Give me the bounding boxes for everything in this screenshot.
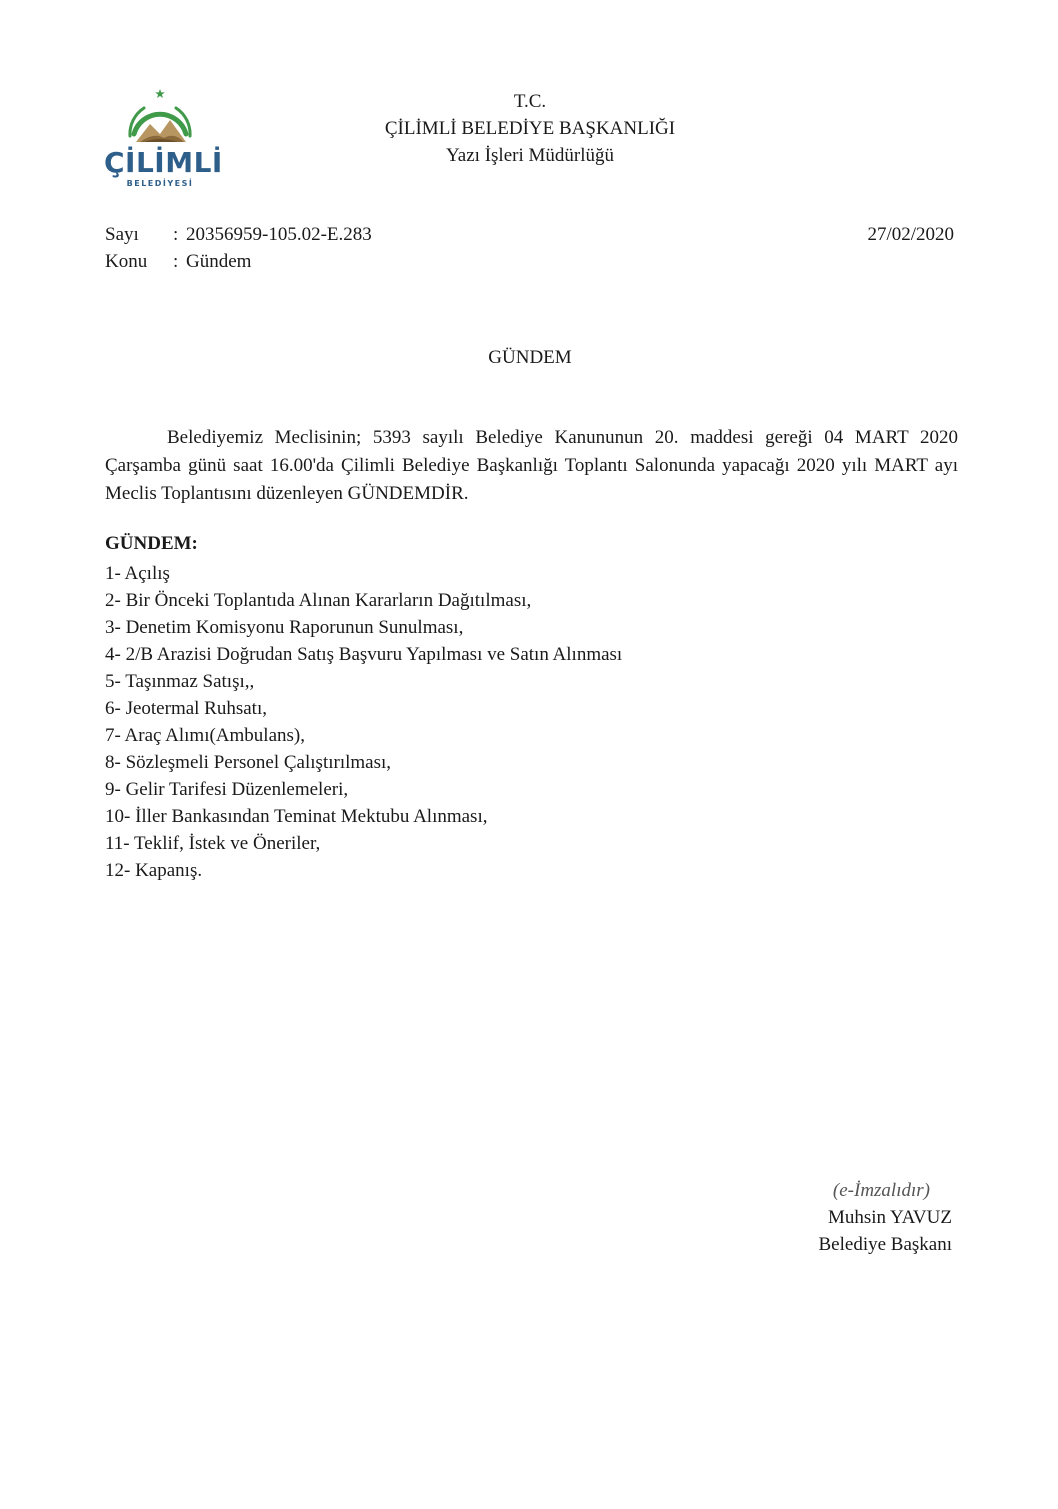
konu-colon: : [173,251,179,272]
agenda-item: 2- Bir Önceki Toplantıda Alınan Kararların Dağıtılması, [105,590,532,611]
konu-value: Gündem [186,251,252,272]
signatory-name: Muhsin YAVUZ [827,1207,952,1228]
e-signature-note: (e-İmzalıdır) [832,1180,930,1201]
sayi-value: 20356959-105.02-E.283 [186,224,372,245]
document-date: 27/02/2020 [867,224,954,245]
agenda-item: 3- Denetim Komisyonu Raporunun Sunulması, [105,617,464,638]
agenda-item: 12- Kapanış. [105,860,203,881]
header-line-tc: T.C. [513,91,547,112]
sayi-label: Sayı [105,224,139,245]
agenda-item: 10- İller Bankasından Teminat Mektubu Alınması, [105,806,488,827]
konu-label: Konu [105,251,148,272]
body-paragraph-text: Belediyemiz Meclisinin; 5393 sayılı Belediye Kanununun 20. maddesi gereği 04 MART 2020 Çarşamba günü saat 16.00'da Çilimli Belediye Başkanlığı Toplantı Salonunda yapacağı 2020 yılı MART ayı Meclis Toplantısını düzenleyen GÜNDEMDİR. [105,427,958,504]
agenda-item: 8- Sözleşmeli Personel Çalıştırılması, [105,752,392,773]
logo-emblem-icon [104,86,216,150]
agenda-item: 9- Gelir Tarifesi Düzenlemeleri, [105,779,349,800]
body-paragraph [105,424,958,508]
logo-subtitle: BELEDİYESİ [126,179,194,188]
logo-wordmark: ÇİLİMLİ [104,146,223,179]
agenda-item: 4- 2/B Arazisi Doğrudan Satış Başvuru Yapılması ve Satın Alınması [105,644,623,665]
document-title: GÜNDEM [488,347,572,368]
municipality-logo [104,86,223,196]
agenda-item: 5- Taşınmaz Satışı,, [105,671,255,692]
sayi-colon: : [173,224,179,245]
header-line-department: Yazı İşleri Müdürlüğü [445,145,614,166]
agenda-item: 11- Teklif, İstek ve Öneriler, [105,833,321,854]
agenda-item: 6- Jeotermal Ruhsatı, [105,698,267,719]
signatory-title: Belediye Başkanı [818,1234,952,1255]
agenda-item: 1- Açılış [105,563,170,584]
header-line-institution: ÇİLİMLİ BELEDİYE BAŞKANLIĞI [384,118,676,139]
agenda-item: 7- Araç Alımı(Ambulans), [105,725,305,746]
agenda-heading: GÜNDEM: [105,533,198,554]
agenda-list [105,560,622,884]
